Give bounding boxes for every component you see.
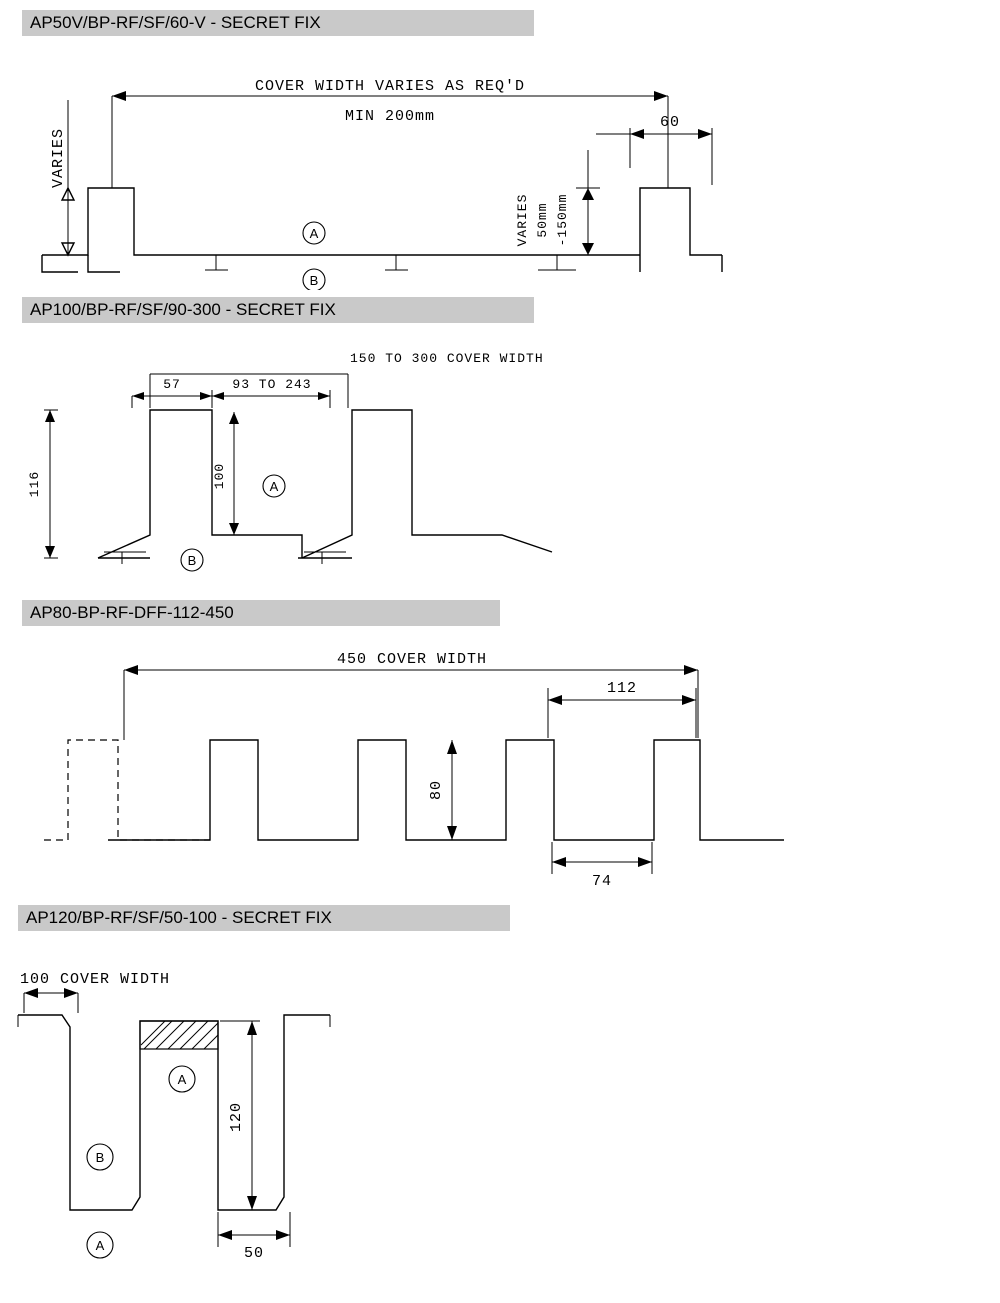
section-title-ap50v [22, 10, 534, 36]
dim-112: 112 [606, 680, 638, 697]
dim-cover-width: 150 TO 300 COVER WIDTH [350, 351, 544, 366]
diagram-ap80 [0, 630, 1000, 900]
diagram-ap120 [0, 935, 1000, 1295]
section-title-label: AP50V/BP-RF/SF/60-V - SECRET FIX [30, 13, 321, 32]
dim-80: 80 [428, 779, 445, 801]
dim-116: 116 [27, 470, 42, 498]
dim-74: 74 [591, 873, 613, 890]
section-title-label: AP100/BP-RF/SF/90-300 - SECRET FIX [30, 300, 336, 319]
balloon-a: A [269, 479, 279, 494]
diagram-ap50v [0, 40, 1000, 290]
balloon-b: B [187, 553, 197, 568]
dim-100: 100 [212, 462, 227, 490]
balloon-a-bottom: A [95, 1238, 105, 1253]
dim-57: 57 [163, 377, 181, 392]
section-title-ap100 [22, 297, 534, 323]
balloon-a: A [309, 226, 319, 241]
dim-cover-width: 450 COVER WIDTH [336, 651, 488, 668]
dim-50mm: 50mm [535, 202, 550, 238]
section-title-ap80 [22, 600, 500, 626]
dim-60: 60 [659, 114, 681, 131]
balloon-b: B [309, 273, 319, 288]
dim-cover-width: 100 COVER WIDTH [20, 971, 171, 988]
dim-varies-left: VARIES [50, 127, 67, 189]
dim-varies-right: VARIES [515, 193, 530, 247]
dim-min-width: MIN 200mm [344, 108, 436, 125]
section-title-label: AP80-BP-RF-DFF-112-450 [30, 603, 234, 622]
dim-120: 120 [228, 1101, 245, 1133]
section-title-ap120 [18, 905, 510, 931]
dim-150mm: -150mm [555, 193, 570, 247]
dim-cover-width: COVER WIDTH VARIES AS REQ'D [254, 78, 526, 95]
balloon-b: B [95, 1150, 105, 1165]
dim-93-243: 93 TO 243 [232, 377, 312, 392]
balloon-a-top: A [177, 1072, 187, 1087]
section-title-label: AP120/BP-RF/SF/50-100 - SECRET FIX [26, 908, 332, 927]
diagram-ap100 [0, 330, 1000, 595]
dim-50: 50 [243, 1245, 265, 1262]
